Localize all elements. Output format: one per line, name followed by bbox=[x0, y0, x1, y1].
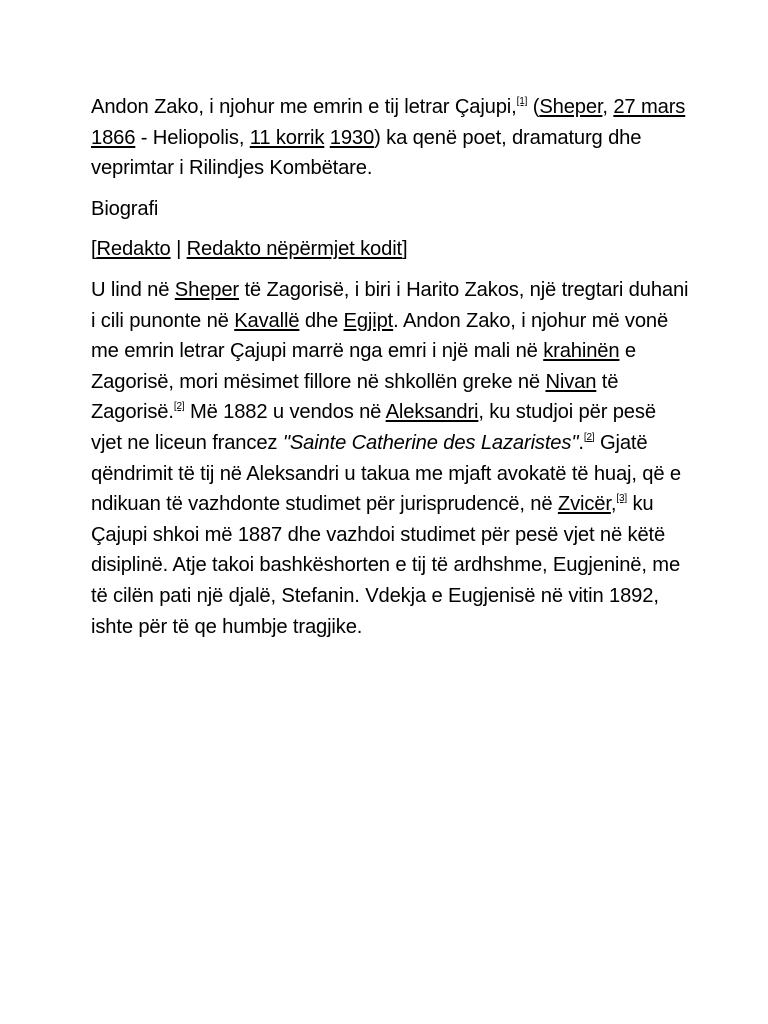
link-sheper[interactable]: Sheper bbox=[539, 96, 603, 118]
bracket: [ bbox=[91, 238, 97, 261]
reference-link[interactable]: [1] bbox=[516, 96, 528, 107]
text: të Zagorisë, i biri i Harito Zakos, një tregtari duhani i cili punonte në bbox=[91, 278, 689, 332]
reference-2[interactable] bbox=[584, 432, 595, 443]
biography-paragraph bbox=[91, 275, 691, 642]
link-11-korrik[interactable]: 11 korrik bbox=[249, 126, 325, 149]
link-27-mars[interactable]: 27 mars bbox=[613, 96, 686, 118]
text: Më 1882 u vendos në bbox=[184, 401, 386, 424]
link-sheper[interactable]: Sheper bbox=[174, 278, 239, 301]
text: të Zagorisë. bbox=[91, 370, 619, 424]
link-krahinen[interactable]: krahinën bbox=[543, 340, 620, 363]
text: . Andon Zako, i njohur më vonë me emrin letrar Çajupi marrë nga emri i një mali në bbox=[91, 309, 669, 363]
separator: | bbox=[170, 238, 187, 261]
text: e Zagorisë, mori mësimet fillore në shkollën greke në bbox=[91, 340, 636, 393]
reference-3[interactable] bbox=[616, 493, 627, 504]
text: . bbox=[578, 431, 584, 454]
reference-1[interactable] bbox=[517, 96, 528, 107]
link-zvicer[interactable]: Zvicër bbox=[557, 493, 611, 516]
text: , ku studjoi për pesë vjet ne liceun francez bbox=[91, 401, 656, 454]
reference-link[interactable]: [3] bbox=[616, 493, 627, 505]
text: dhe bbox=[299, 309, 344, 332]
reference-2[interactable] bbox=[174, 401, 185, 412]
text: ( bbox=[527, 96, 540, 118]
edit-source-link[interactable]: Redakto nëpërmjet kodit bbox=[186, 238, 402, 261]
link-egjipt[interactable]: Egjipt bbox=[343, 309, 394, 332]
text: - Heliopolis, bbox=[135, 126, 250, 149]
intro-paragraph bbox=[91, 92, 691, 184]
link-aleksandri[interactable]: Aleksandri bbox=[385, 401, 479, 424]
text: , bbox=[602, 96, 614, 118]
text: , bbox=[610, 493, 617, 516]
reference-link[interactable]: [2] bbox=[173, 401, 185, 413]
text: ku Çajupi shkoi më 1887 dhe vazhdoi studimet për pesë vjet në këtë disiplinë. Atje takoi bashkëshorten e tij të ardhshme, Eugjeninë, me të cilën pati një djalë, Stefanin. Vdekja e Eugjenisë në vitin 1892, ishte për të qe humbje tragjike. bbox=[91, 493, 681, 638]
text: Gjatë qëndrimit të tij në Aleksandri u takua me mjaft avokatë të huaj, që e ndikuan të vazhdonte studimet për jurisprudencë, në bbox=[91, 431, 682, 516]
link-1930[interactable]: 1930 bbox=[329, 126, 375, 149]
link-nivan[interactable]: Nivan bbox=[545, 370, 597, 393]
school-name: "Sainte Catherine des Lazaristes" bbox=[282, 431, 579, 454]
edit-links bbox=[91, 234, 691, 265]
text: ) ka qenë poet, dramaturg dhe veprimtar i Rilindjes Kombëtare. bbox=[91, 126, 642, 180]
link-kavalle[interactable]: Kavallë bbox=[234, 309, 300, 332]
bracket: ] bbox=[402, 238, 408, 261]
link-1866[interactable]: 1866 bbox=[91, 126, 136, 149]
text: Andon Zako, i njohur me emrin e tij letrar Çajupi, bbox=[91, 96, 517, 118]
text: U lind në bbox=[91, 278, 175, 301]
section-heading: Biografi bbox=[91, 197, 159, 220]
edit-link[interactable]: Redakto bbox=[96, 238, 171, 261]
reference-link[interactable]: [2] bbox=[583, 431, 595, 443]
article-content bbox=[91, 92, 691, 642]
